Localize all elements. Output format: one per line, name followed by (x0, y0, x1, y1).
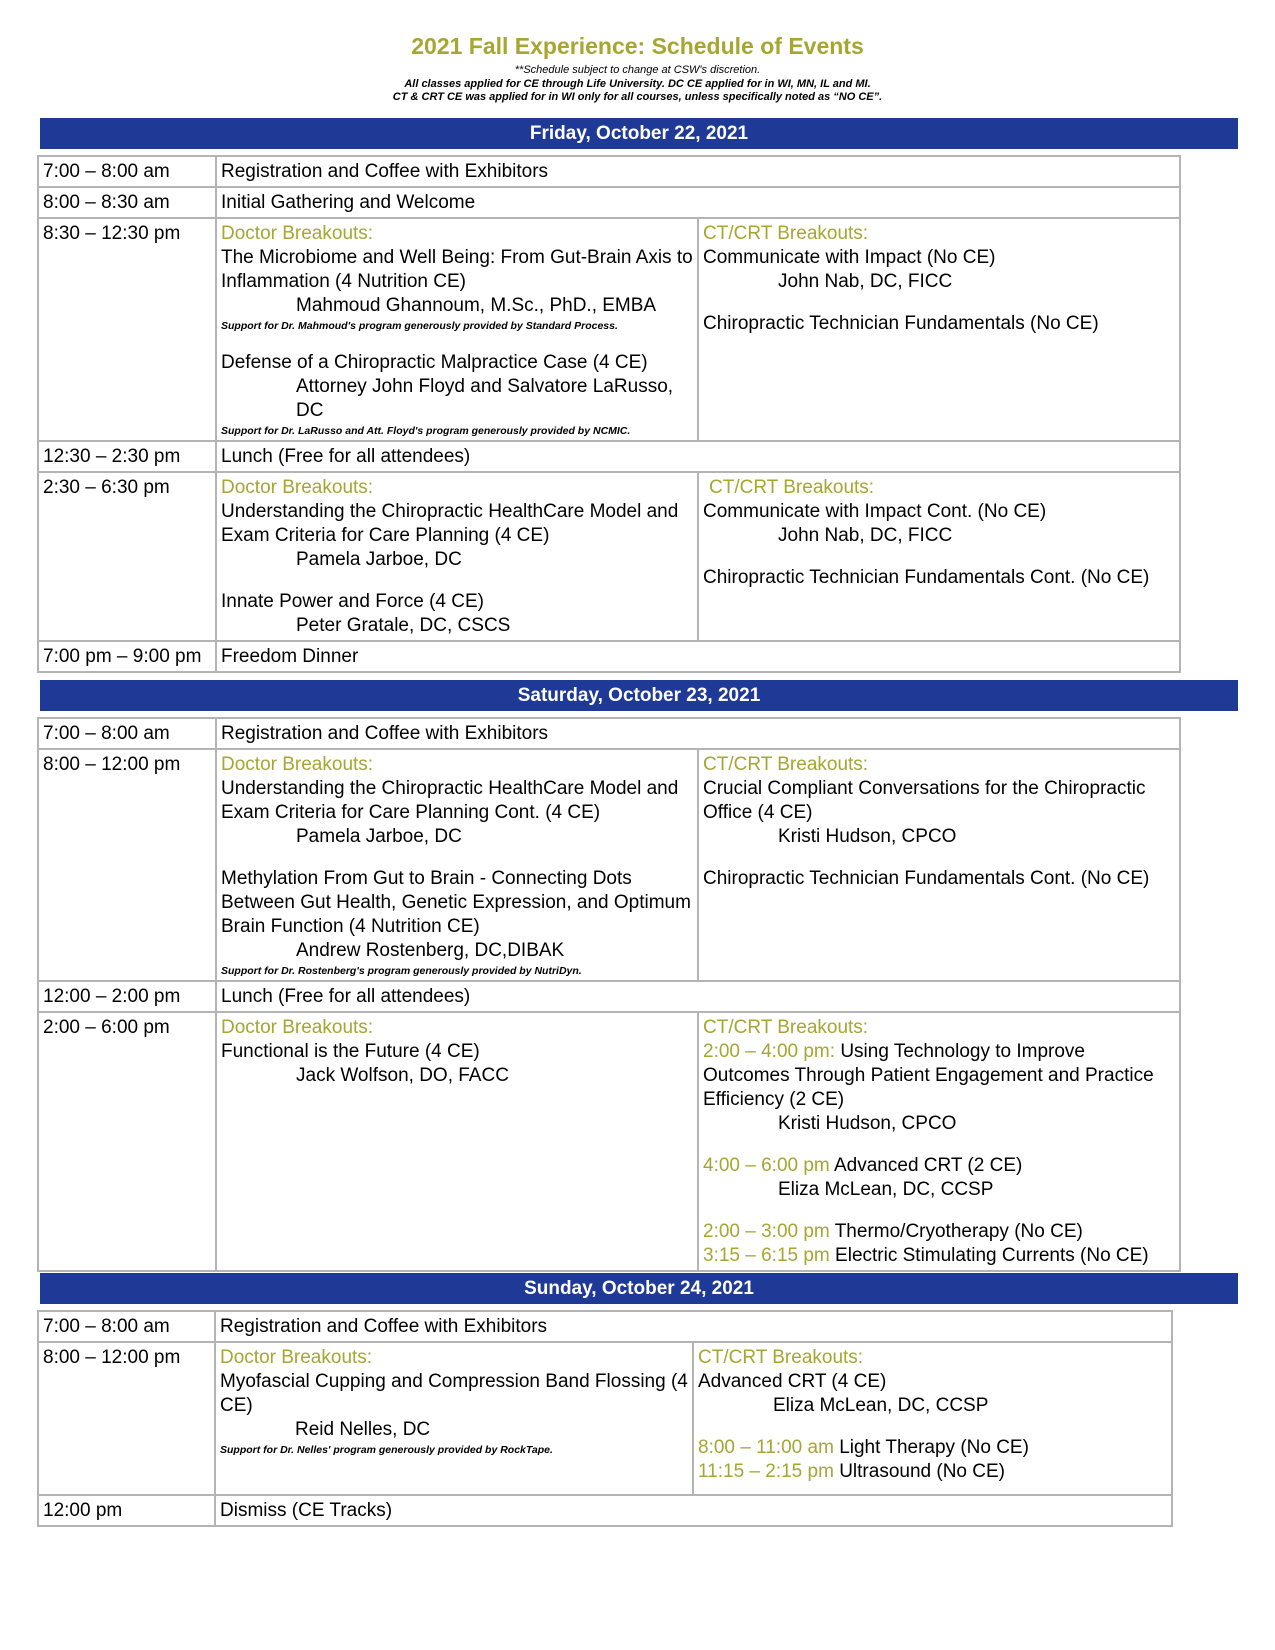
doctor-breakouts-header: Doctor Breakouts: (221, 754, 374, 775)
session-title: Communicate with Impact Cont. (No CE) (703, 501, 1047, 522)
session-title: Electric Stimulating Currents (No CE) (835, 1245, 1149, 1266)
session-speaker: Andrew Rostenberg, DC,DIBAK (296, 940, 565, 961)
session-speaker: Pamela Jarboe, DC (296, 549, 462, 570)
sunday-schedule-table (37, 1310, 1173, 1527)
doctor-breakouts-cell (215, 1342, 693, 1495)
session-title: Light Therapy (No CE) (839, 1437, 1029, 1458)
session-title: Understanding the Chiropractic HealthCare Model and Exam Criteria for Care Planning Cont. (4 CE) (221, 778, 679, 823)
session-item (698, 1460, 1167, 1484)
session-title: Thermo/Cryotherapy (No CE) (834, 1221, 1083, 1242)
time-cell: 12:00 – 2:00 pm (38, 981, 216, 1012)
ct-crt-breakouts-cell (698, 472, 1180, 641)
table-row (38, 218, 1180, 441)
event-cell: Registration and Coffee with Exhibitors (215, 1311, 1172, 1342)
session-title: Chiropractic Technician Fundamentals Cont. (No CE) (703, 868, 1150, 889)
table-row (38, 1311, 1172, 1342)
table-row (38, 472, 1180, 641)
session-title: Crucial Compliant Conversations for the Chiropractic Office (4 CE) (703, 778, 1146, 823)
table-row (38, 441, 1180, 472)
session-item (703, 1154, 1175, 1178)
session-speaker: Kristi Hudson, CPCO (778, 826, 957, 847)
table-row (38, 156, 1180, 187)
event-cell: Lunch (Free for all attendees) (216, 441, 1180, 472)
session-time: 2:00 – 4:00 pm: (703, 1041, 836, 1062)
session-title: Understanding the Chiropractic HealthCare Model and Exam Criteria for Care Planning (4 CE) (221, 501, 679, 546)
saturday-day-header: Saturday, October 23, 2021 (40, 680, 1238, 711)
friday-schedule-table (37, 155, 1181, 673)
session-title: Chiropractic Technician Fundamentals (No CE) (703, 313, 1099, 334)
session-title: Using Technology to Improve Outcomes Through Patient Engagement and Practice Efficiency (2 CE) (703, 1041, 1154, 1110)
time-cell: 12:30 – 2:30 pm (38, 441, 216, 472)
session-title: Chiropractic Technician Fundamentals Cont. (No CE) (703, 567, 1150, 588)
event-cell: Freedom Dinner (216, 641, 1180, 672)
doctor-breakouts-header: Doctor Breakouts: (221, 223, 374, 244)
time-cell: 7:00 pm – 9:00 pm (38, 641, 216, 672)
doctor-breakouts-cell (216, 472, 698, 641)
session-speaker: Reid Nelles, DC (295, 1419, 431, 1440)
table-row (38, 1012, 1180, 1271)
table-row (38, 981, 1180, 1012)
ct-crt-breakouts-cell (693, 1342, 1172, 1495)
time-cell: 2:00 – 6:00 pm (38, 1012, 216, 1271)
session-item (703, 1244, 1175, 1268)
doctor-breakouts-cell (216, 1012, 698, 1271)
session-item (703, 1220, 1175, 1244)
session-speaker: Eliza McLean, DC, CCSP (778, 1179, 994, 1200)
table-row (38, 641, 1180, 672)
page-title: 2021 Fall Experience: Schedule of Events (411, 33, 864, 59)
table-row (38, 187, 1180, 218)
session-speaker: Mahmoud Ghannoum, M.Sc., PhD., EMBA (296, 295, 657, 316)
time-cell: 7:00 – 8:00 am (38, 156, 216, 187)
time-cell: 12:00 pm (38, 1495, 215, 1526)
session-title: Functional is the Future (4 CE) (221, 1041, 480, 1062)
session-time: 3:15 – 6:15 pm (703, 1245, 830, 1266)
sponsor-note: Support for Dr. Mahmoud's program generously provided by Standard Process. (221, 320, 618, 332)
time-cell: 2:30 – 6:30 pm (38, 472, 216, 641)
friday-day-header: Friday, October 22, 2021 (40, 118, 1238, 149)
doctor-breakouts-header: Doctor Breakouts: (220, 1347, 373, 1368)
ct-crt-breakouts-header: CT/CRT Breakouts: (709, 477, 875, 498)
table-row (38, 749, 1180, 981)
sunday-day-header: Sunday, October 24, 2021 (40, 1273, 1238, 1304)
sponsor-note: Support for Dr. Nelles' program generously provided by RockTape. (220, 1444, 553, 1456)
event-cell: Dismiss (CE Tracks) (215, 1495, 1172, 1526)
ct-crt-breakouts-header: CT/CRT Breakouts: (703, 754, 869, 775)
session-title: Innate Power and Force (4 CE) (221, 591, 484, 612)
time-cell: 7:00 – 8:00 am (38, 718, 216, 749)
session-title: Advanced CRT (2 CE) (834, 1155, 1023, 1176)
doctor-breakouts-cell (216, 749, 698, 981)
time-cell: 8:00 – 8:30 am (38, 187, 216, 218)
session-title: The Microbiome and Well Being: From Gut-Brain Axis to Inflammation (4 Nutrition CE) (221, 247, 693, 292)
session-speaker: John Nab, DC, FICC (778, 525, 953, 546)
sponsor-note: Support for Dr. LaRusso and Att. Floyd's program generously provided by NCMIC. (221, 425, 631, 437)
session-time: 11:15 – 2:15 pm (698, 1461, 834, 1482)
ct-crt-breakouts-cell (698, 218, 1180, 441)
time-cell: 7:00 – 8:00 am (38, 1311, 215, 1342)
doctor-breakouts-header: Doctor Breakouts: (221, 477, 374, 498)
table-row (38, 718, 1180, 749)
event-cell: Registration and Coffee with Exhibitors (216, 718, 1180, 749)
ct-crt-breakouts-header: CT/CRT Breakouts: (703, 223, 869, 244)
session-speaker: Kristi Hudson, CPCO (778, 1113, 957, 1134)
session-time: 4:00 – 6:00 pm (703, 1155, 830, 1176)
session-title: Advanced CRT (4 CE) (698, 1371, 887, 1392)
session-speaker: Pamela Jarboe, DC (296, 826, 462, 847)
session-title: Ultrasound (No CE) (839, 1461, 1005, 1482)
table-row (38, 1495, 1172, 1526)
session-title: Myofascial Cupping and Compression Band Flossing (4 CE) (220, 1371, 688, 1416)
session-title: Communicate with Impact (No CE) (703, 247, 996, 268)
time-cell: 8:00 – 12:00 pm (38, 749, 216, 981)
note-ce-applied: All classes applied for CE through Life University. DC CE applied for in WI, MN, IL and MI. (404, 77, 871, 90)
session-speaker: John Nab, DC, FICC (778, 271, 953, 292)
table-row (38, 1342, 1172, 1495)
note-schedule-change: **Schedule subject to change at CSW's discretion. (514, 64, 761, 76)
ct-crt-breakouts-cell (698, 1012, 1180, 1271)
time-cell: 8:00 – 12:00 pm (38, 1342, 215, 1495)
ct-crt-breakouts-header: CT/CRT Breakouts: (698, 1347, 864, 1368)
doctor-breakouts-header: Doctor Breakouts: (221, 1017, 374, 1038)
session-speaker: Peter Gratale, DC, CSCS (296, 615, 511, 636)
sponsor-note: Support for Dr. Rostenberg's program generously provided by NutriDyn. (221, 965, 582, 977)
ct-crt-breakouts-cell (698, 749, 1180, 981)
session-speaker: Eliza McLean, DC, CCSP (773, 1395, 989, 1416)
ct-crt-breakouts-header: CT/CRT Breakouts: (703, 1017, 869, 1038)
event-cell: Initial Gathering and Welcome (216, 187, 1180, 218)
session-item (703, 1040, 1175, 1112)
session-time: 8:00 – 11:00 am (698, 1437, 834, 1458)
event-cell: Registration and Coffee with Exhibitors (216, 156, 1180, 187)
doctor-breakouts-cell (216, 218, 698, 441)
note-ct-crt-ce: CT & CRT CE was applied for in WI only for all courses, unless specifically noted as “NO CE”. (392, 91, 883, 103)
session-title: Methylation From Gut to Brain - Connecting Dots Between Gut Health, Genetic Expression, and Optimum Brain Function (4 Nutrition CE) (221, 868, 691, 937)
saturday-schedule-table (37, 717, 1181, 1272)
schedule-notes (0, 64, 1275, 105)
session-time: 2:00 – 3:00 pm (703, 1221, 830, 1242)
session-speaker: Attorney John Floyd and Salvatore LaRusso, DC (296, 376, 674, 421)
session-title: Defense of a Chiropractic Malpractice Case (4 CE) (221, 352, 648, 373)
session-speaker: Jack Wolfson, DO, FACC (296, 1065, 509, 1086)
time-cell: 8:30 – 12:30 pm (38, 218, 216, 441)
session-item (698, 1436, 1167, 1460)
event-cell: Lunch (Free for all attendees) (216, 981, 1180, 1012)
